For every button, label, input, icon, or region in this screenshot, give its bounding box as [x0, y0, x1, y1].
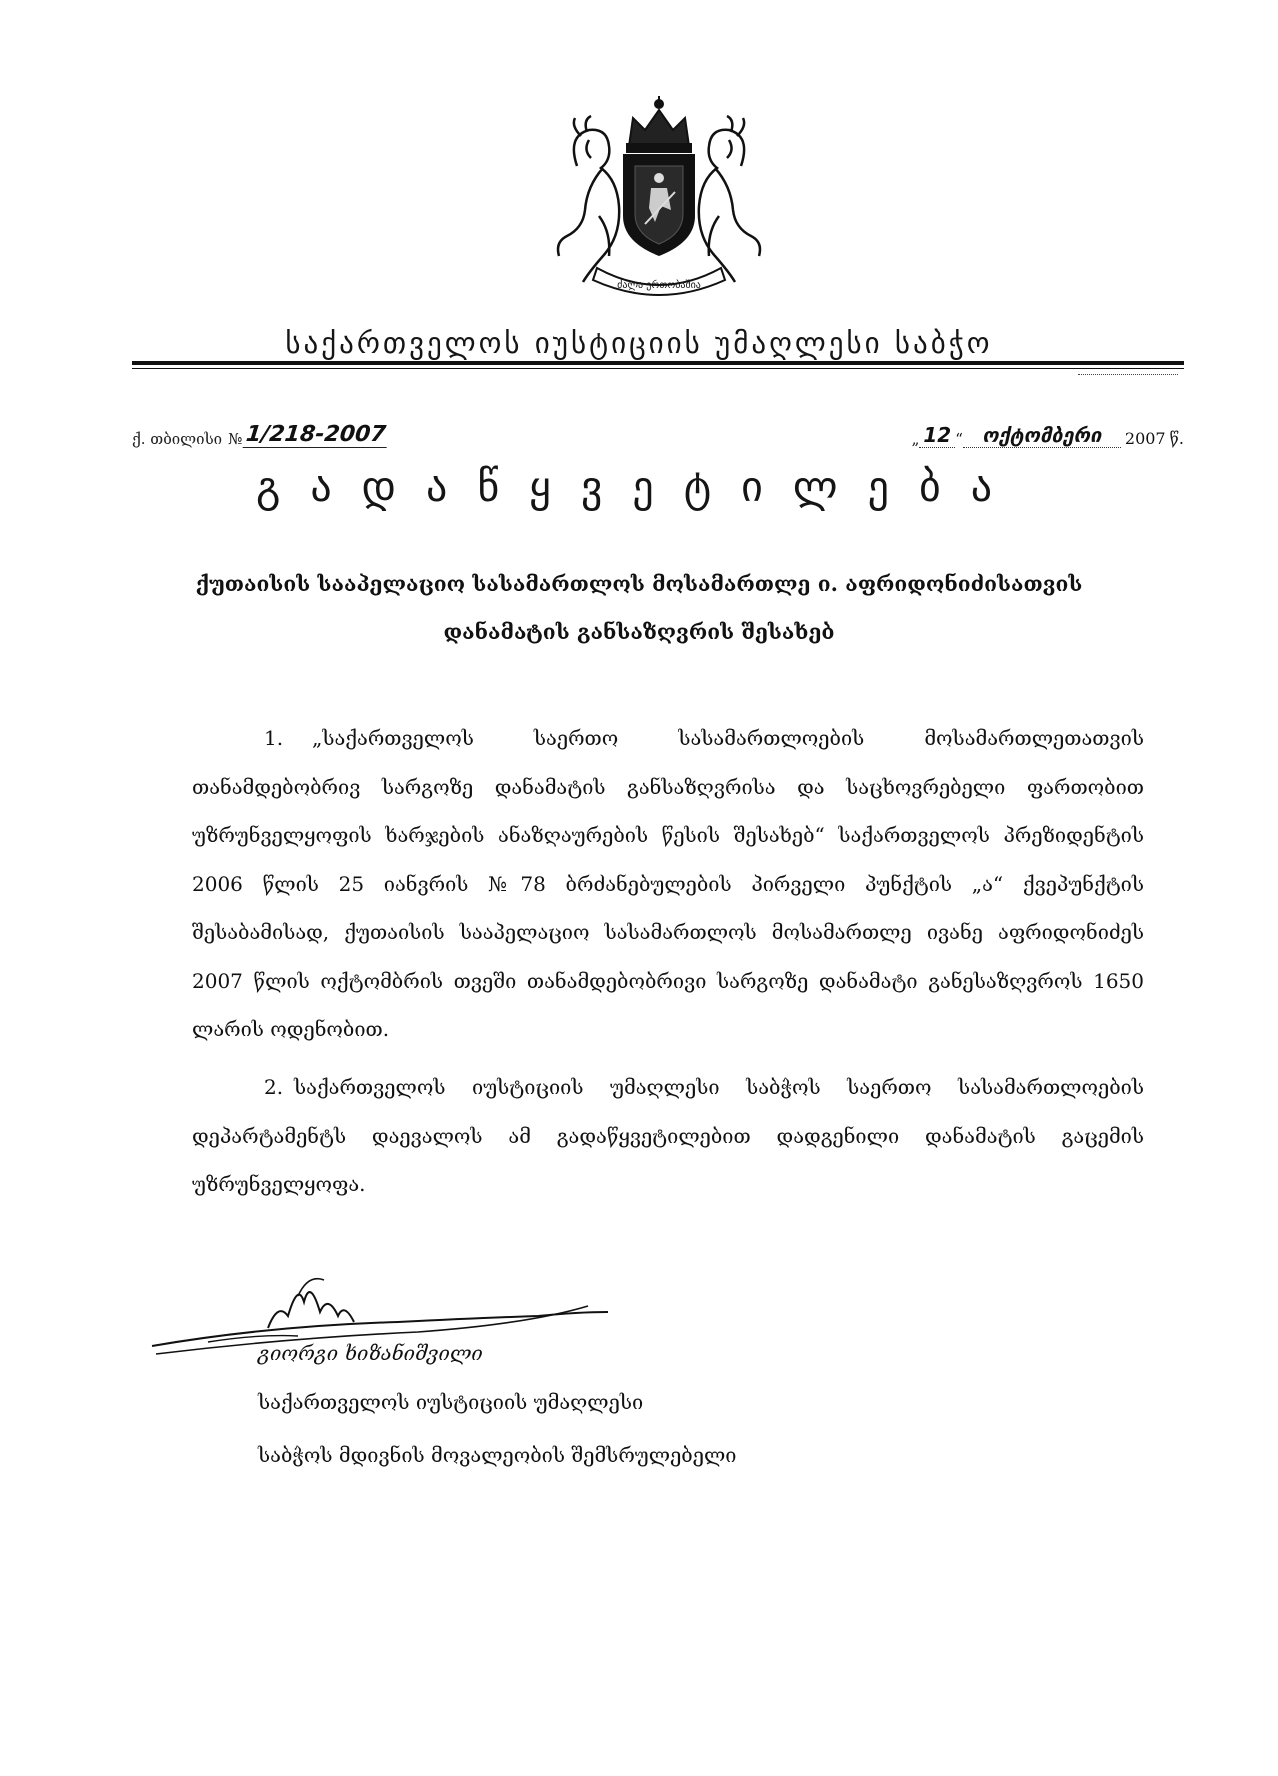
date-line — [874, 410, 1184, 448]
paragraph-number: 2. — [264, 1075, 284, 1099]
crown-icon — [627, 96, 691, 152]
motto-text: ძალა ერთობაშია — [617, 280, 701, 291]
place-number-line — [132, 412, 388, 448]
subject-line-2: დანამატის განსაზღვრის შესახებ — [443, 619, 835, 644]
organization-name: საქართველოს იუსტიციის უმაღლესი საბჭო — [285, 326, 993, 360]
quote-open: „ — [911, 430, 920, 448]
paragraph-number: 1. — [264, 726, 284, 750]
coat-of-arms-emblem — [537, 96, 781, 302]
place-city: ქ. თბილისი — [132, 430, 223, 448]
header-rule-thin — [132, 368, 1184, 369]
paragraph-text: „საქართველოს საერთო სასამართლოების მოსამართლეთათვის თანამდებობრივ სარგოზე დანამატის განსაზღვრისა და საცხოვრებელი ფართობით უზრუნველყოფის ხარჯების ანაზღაურების წესის შესახებ“ საქართველოს პრეზიდენტის 2006 წლის 25 იანვრის №78 ბრძანებულების პირველი პუნქტის „ა“ ქვეპუნქტის შესაბამისად, ქუთაისის სააპელაციო სასამართლოს მოსამართლე ივანე აფრიდონიძეს 2007 წლის ოქტომბრის თვეში თანამდებობრივი სარგოზე დანამატი განესაზღვროს 1650 ლარის ოდენობით. — [192, 726, 1144, 1041]
motto-ribbon — [593, 268, 725, 295]
left-lion-icon — [558, 116, 619, 282]
body-paragraph-1 — [192, 714, 1144, 1054]
quote-close: “ — [955, 430, 963, 448]
date-year: 2007 — [1124, 429, 1166, 448]
right-lion-icon — [699, 116, 760, 282]
paragraph-text: საქართველოს იუსტიციის უმაღლესი საბჭოს საერთო სასამართლოების დეპარტამენტს დაევალოს ამ გადაწყვეტილებით დადგენილი დანამატის გაცემის უზრუნველყოფა. — [192, 1075, 1144, 1196]
document-number: 1/218-2007 — [243, 422, 389, 448]
document-title: გადაწყვეტილება — [255, 462, 1023, 511]
document-subject — [150, 560, 1128, 656]
date-day: 12 — [919, 423, 955, 448]
subject-line-1: ქუთაისის სააპელაციო სასამართლოს მოსამართლე ი. აფრიდონიძისათვის — [195, 571, 1083, 596]
year-suffix: წ. — [1169, 429, 1184, 448]
number-label: № — [228, 430, 243, 448]
body-paragraph-2 — [192, 1063, 1144, 1209]
signer-title-line-1: საქართველოს იუსტიციის უმაღლესი — [258, 1390, 644, 1414]
signer-name: გიორგი ხიზანიშვილი — [258, 1341, 483, 1365]
shield-icon — [623, 154, 695, 256]
date-month: ოქტომბერი — [963, 423, 1121, 448]
signer-title-line-2: საბჭოს მდივნის მოვალეობის შემსრულებელი — [258, 1443, 737, 1467]
header-rule-dotted — [1078, 374, 1178, 375]
header-rule-thick — [132, 361, 1184, 365]
